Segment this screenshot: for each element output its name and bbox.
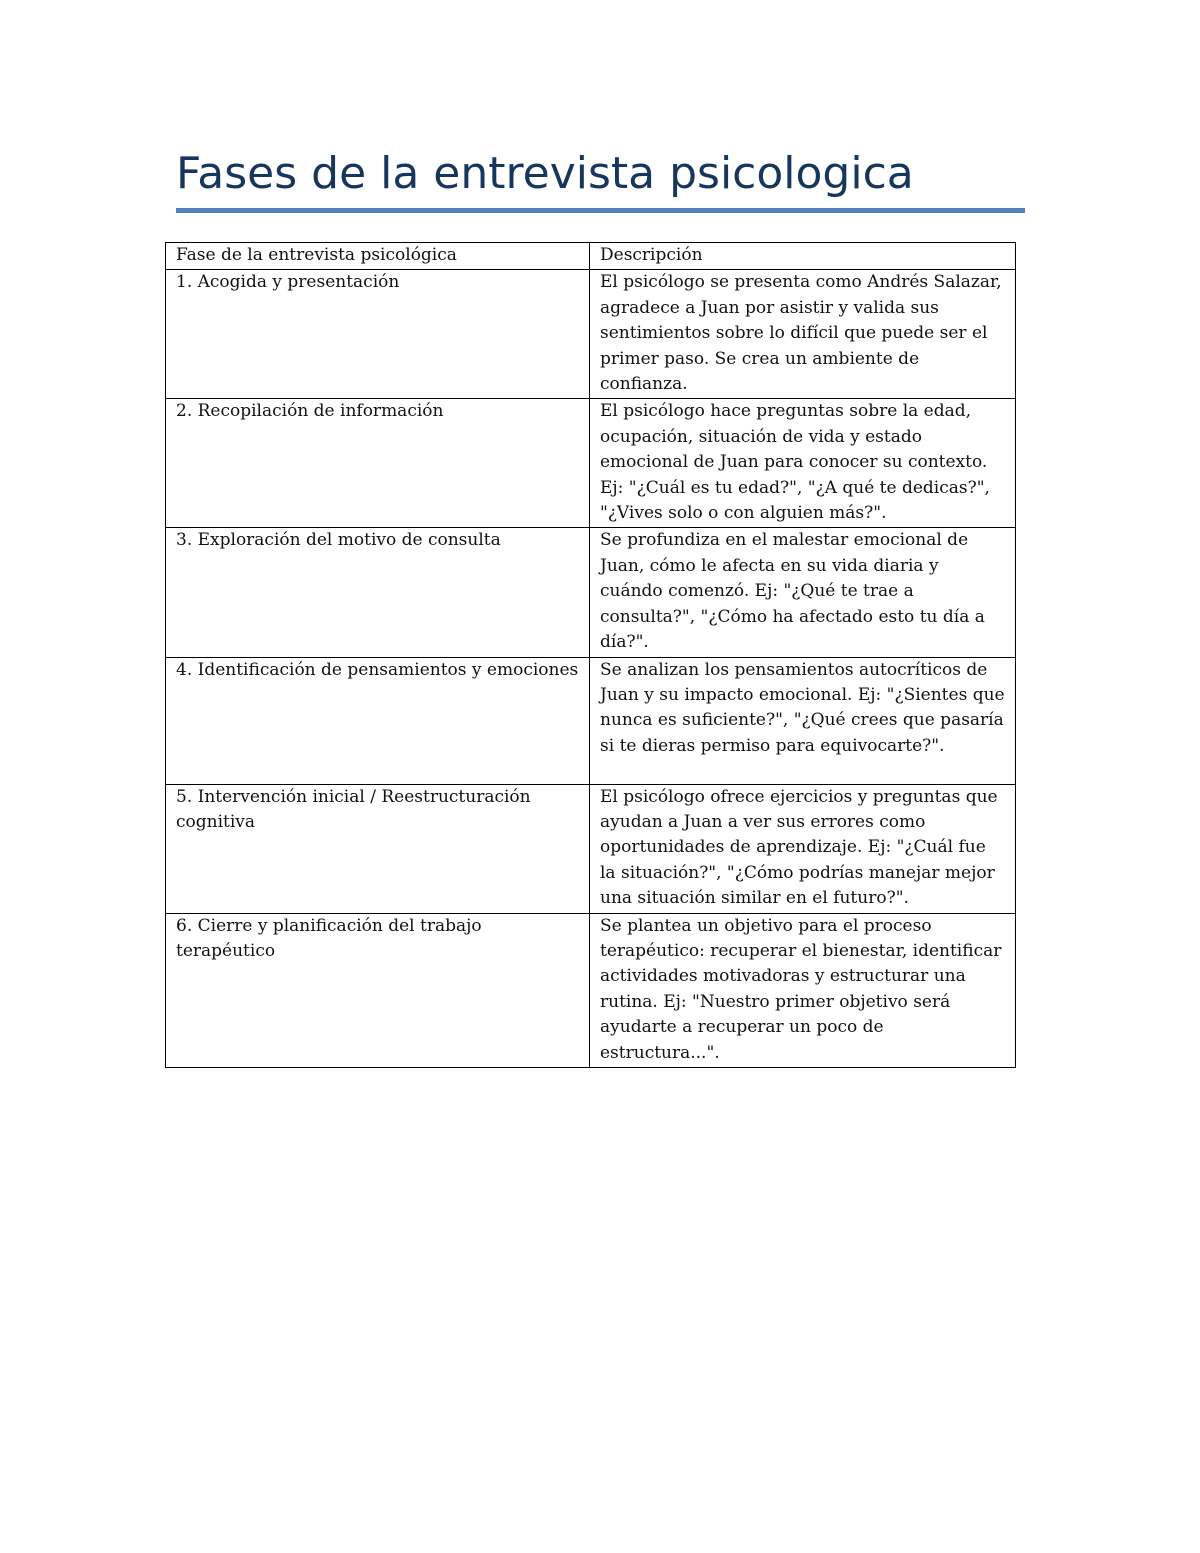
interview-phases-table: [165, 242, 1016, 1068]
phase-cell: 3. Exploración del motivo de consulta: [166, 528, 590, 657]
table-row: [166, 784, 1016, 913]
description-cell: El psicólogo se presenta como Andrés Salazar, agradece a Juan por asistir y valida sus sentimientos sobre lo difícil que puede ser el primer paso. Se crea un ambiente de confianza.: [590, 270, 1016, 399]
table-row: [166, 270, 1016, 399]
phase-cell: 4. Identificación de pensamientos y emociones: [166, 657, 590, 784]
header-cell-phase: Fase de la entrevista psicológica: [166, 243, 590, 270]
phase-cell: 1. Acogida y presentación: [166, 270, 590, 399]
table-header-row: [166, 243, 1016, 270]
description-cell: Se analizan los pensamientos autocríticos de Juan y su impacto emocional. Ej: "¿Sientes que nunca es suficiente?", "¿Qué crees que pasaría si te dieras permiso para equivocarte?".: [590, 657, 1016, 784]
phase-cell: 6. Cierre y planificación del trabajo terapéutico: [166, 913, 590, 1067]
table-row: [166, 657, 1016, 784]
description-cell: El psicólogo hace preguntas sobre la edad, ocupación, situación de vida y estado emocional de Juan para conocer su contexto. Ej: "¿Cuál es tu edad?", "¿A qué te dedicas?", "¿Vives solo o con alguien más?".: [590, 399, 1016, 528]
header-cell-description: Descripción: [590, 243, 1016, 270]
table-row: [166, 528, 1016, 657]
table-row: [166, 913, 1016, 1067]
description-cell: Se plantea un objetivo para el proceso terapéutico: recuperar el bienestar, identificar actividades motivadoras y estructurar una rutina. Ej: "Nuestro primer objetivo será ayudarte a recuperar un poco de estructura...".: [590, 913, 1016, 1067]
table-row: [166, 399, 1016, 528]
description-cell: Se profundiza en el malestar emocional de Juan, cómo le afecta en su vida diaria y cuándo comenzó. Ej: "¿Qué te trae a consulta?", "¿Cómo ha afectado esto tu día a día?".: [590, 528, 1016, 657]
phase-cell: 2. Recopilación de información: [166, 399, 590, 528]
title-underline: [176, 208, 1025, 213]
document-title: Fases de la entrevista psicologica: [176, 148, 914, 199]
phase-cell: 5. Intervención inicial / Reestructuración cognitiva: [166, 784, 590, 913]
description-cell: El psicólogo ofrece ejercicios y preguntas que ayudan a Juan a ver sus errores como oportunidades de aprendizaje. Ej: "¿Cuál fue la situación?", "¿Cómo podrías manejar mejor una situación similar en el futuro?".: [590, 784, 1016, 913]
